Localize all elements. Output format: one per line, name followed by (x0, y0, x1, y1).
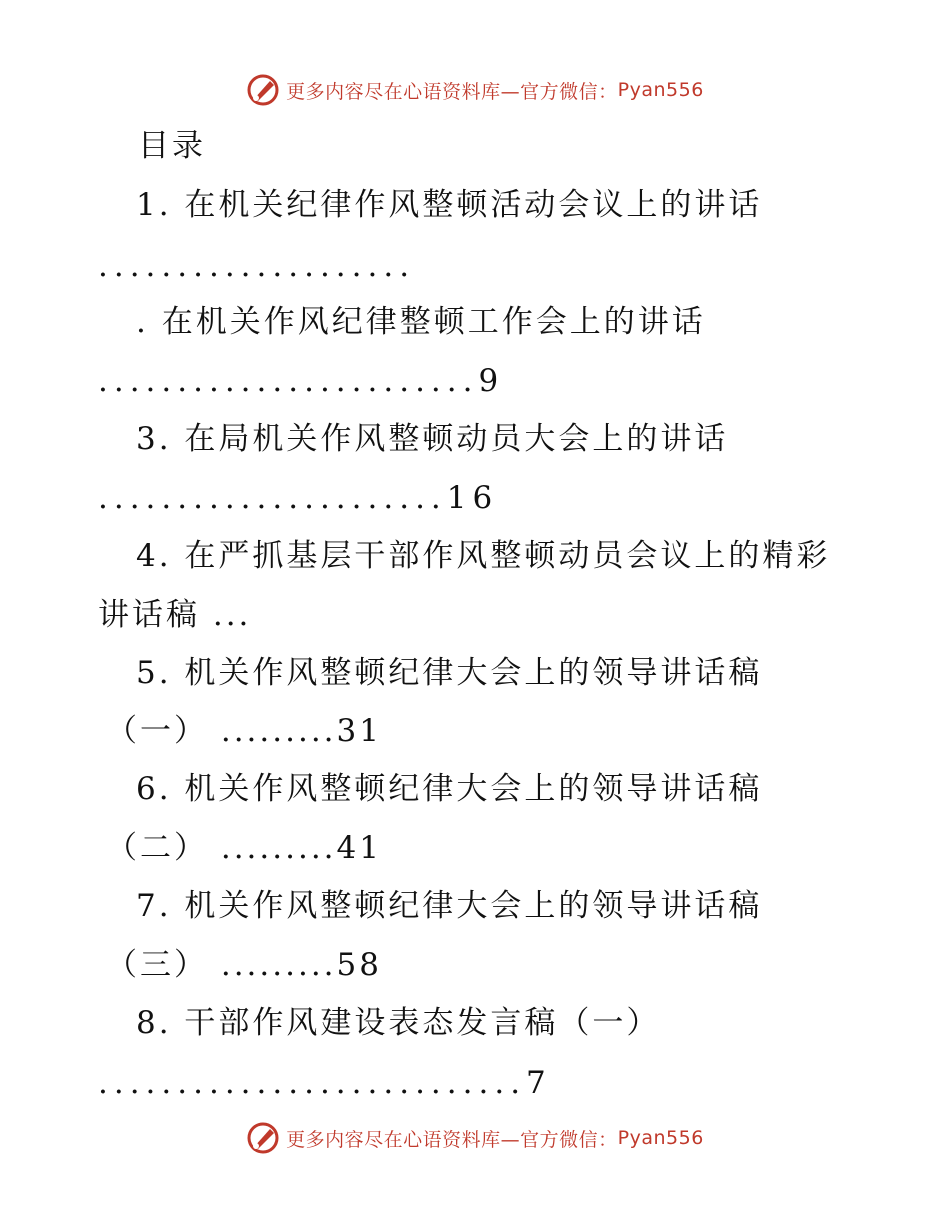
toc-entry-7-leader: （三） .........58 (106, 947, 382, 983)
toc-entry-1-title: 1. 在机关纪律作风整顿活动会议上的讲话 (136, 187, 763, 223)
pen-logo-icon (246, 73, 280, 107)
watermark-banner-top (0, 70, 950, 110)
watermark-banner-bottom (0, 1118, 950, 1158)
toc-entry-3-leader: ......................16 (98, 480, 499, 516)
toc-entry-2-title: . 在机关作风纪律整顿工作会上的讲话 (136, 304, 706, 340)
toc-entry-4-title: 4. 在严抓基层干部作风整顿动员会议上的精彩 (136, 538, 831, 574)
toc-entry-5-leader: （一） .........31 (106, 713, 382, 749)
toc-entry-8-leader: ...........................7 (98, 1065, 552, 1101)
toc-entry-2-leader: ........................9 (98, 363, 505, 399)
toc-entry-6-leader: （二） .........41 (106, 830, 382, 866)
toc-entry-3-title: 3. 在局机关作风整顿动员大会上的讲话 (136, 421, 729, 457)
toc-entry-1-leader: .................... (98, 248, 416, 284)
toc-entry-7-title: 7. 机关作风整顿纪律大会上的领导讲话稿 (136, 888, 763, 924)
toc-entry-8-title: 8. 干部作风建设表态发言稿（一） (136, 1005, 661, 1041)
toc-heading: 目录 (138, 128, 206, 164)
toc-entry-6-title: 6. 机关作风整顿纪律大会上的领导讲话稿 (136, 771, 763, 807)
watermark-text: 更多内容尽在心语资料库—官方微信： (286, 1128, 618, 1151)
watermark-wechat: Pyan556 (617, 79, 704, 101)
watermark-text: 更多内容尽在心语资料库—官方微信： (286, 80, 618, 103)
toc-entry-5-title: 5. 机关作风整顿纪律大会上的领导讲话稿 (136, 655, 763, 691)
watermark-wechat: Pyan556 (617, 1127, 704, 1149)
toc-entry-4-continuation: 讲话稿 ... (98, 597, 252, 633)
pen-logo-icon (246, 1121, 280, 1155)
